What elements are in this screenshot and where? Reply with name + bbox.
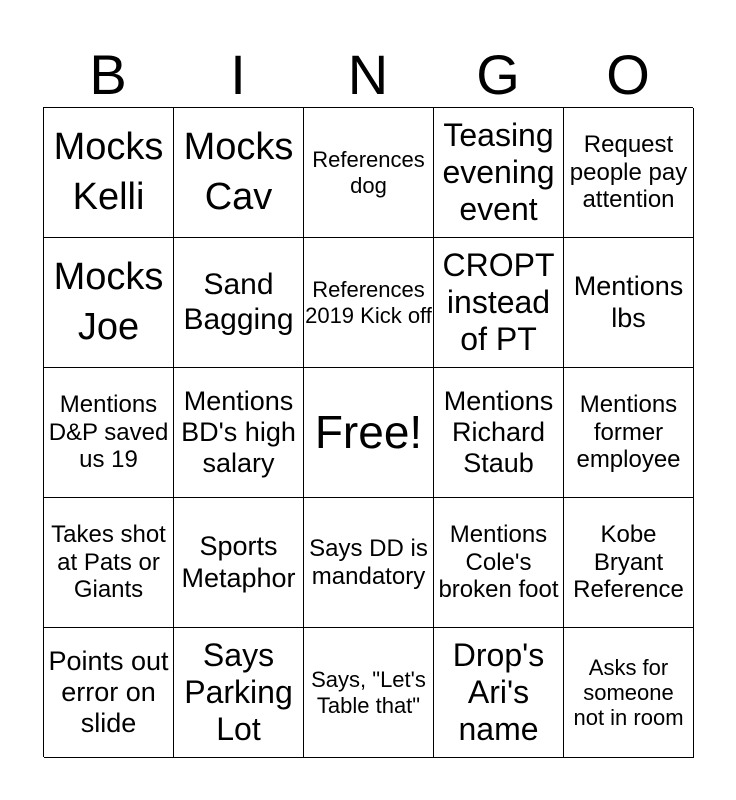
- free-space[interactable]: Free!: [304, 368, 434, 498]
- bingo-cell[interactable]: Mentions former employee: [564, 368, 694, 498]
- header-letter-n: N: [347, 43, 389, 106]
- bingo-cell[interactable]: Mocks Cav: [174, 108, 304, 238]
- bingo-cell[interactable]: Says Parking Lot: [174, 628, 304, 758]
- header-letter-o: O: [606, 43, 650, 106]
- bingo-cell[interactable]: Points out error on slide: [44, 628, 174, 758]
- bingo-cell[interactable]: Says, "Let's Table that": [304, 628, 434, 758]
- bingo-cell[interactable]: Mentions lbs: [564, 238, 694, 368]
- bingo-cell[interactable]: CROPT instead of PT: [434, 238, 564, 368]
- bingo-cell[interactable]: Says DD is mandatory: [304, 498, 434, 628]
- header-letter-i: I: [230, 43, 246, 106]
- bingo-cell[interactable]: Mentions BD's high salary: [174, 368, 304, 498]
- bingo-cell[interactable]: Sports Metaphor: [174, 498, 304, 628]
- bingo-cell[interactable]: Kobe Bryant Reference: [564, 498, 694, 628]
- bingo-cell[interactable]: Drop's Ari's name: [434, 628, 564, 758]
- bingo-cell[interactable]: Mentions D&P saved us 19: [44, 368, 174, 498]
- bingo-board: [43, 107, 693, 757]
- header-letter-b: B: [89, 43, 127, 106]
- bingo-cell[interactable]: Request people pay attention: [564, 108, 694, 238]
- bingo-cell[interactable]: References dog: [304, 108, 434, 238]
- bingo-cell[interactable]: Teasing evening event: [434, 108, 564, 238]
- bingo-cell[interactable]: Mentions Richard Staub: [434, 368, 564, 498]
- bingo-cell[interactable]: Mocks Joe: [44, 238, 174, 368]
- bingo-cell[interactable]: Asks for someone not in room: [564, 628, 694, 758]
- bingo-cell[interactable]: References 2019 Kick off: [304, 238, 434, 368]
- bingo-cell[interactable]: Sand Bagging: [174, 238, 304, 368]
- bingo-cell[interactable]: Mocks Kelli: [44, 108, 174, 238]
- bingo-cell[interactable]: Mentions Cole's broken foot: [434, 498, 564, 628]
- bingo-header: [43, 44, 693, 106]
- bingo-cell[interactable]: Takes shot at Pats or Giants: [44, 498, 174, 628]
- header-letter-g: G: [476, 43, 520, 106]
